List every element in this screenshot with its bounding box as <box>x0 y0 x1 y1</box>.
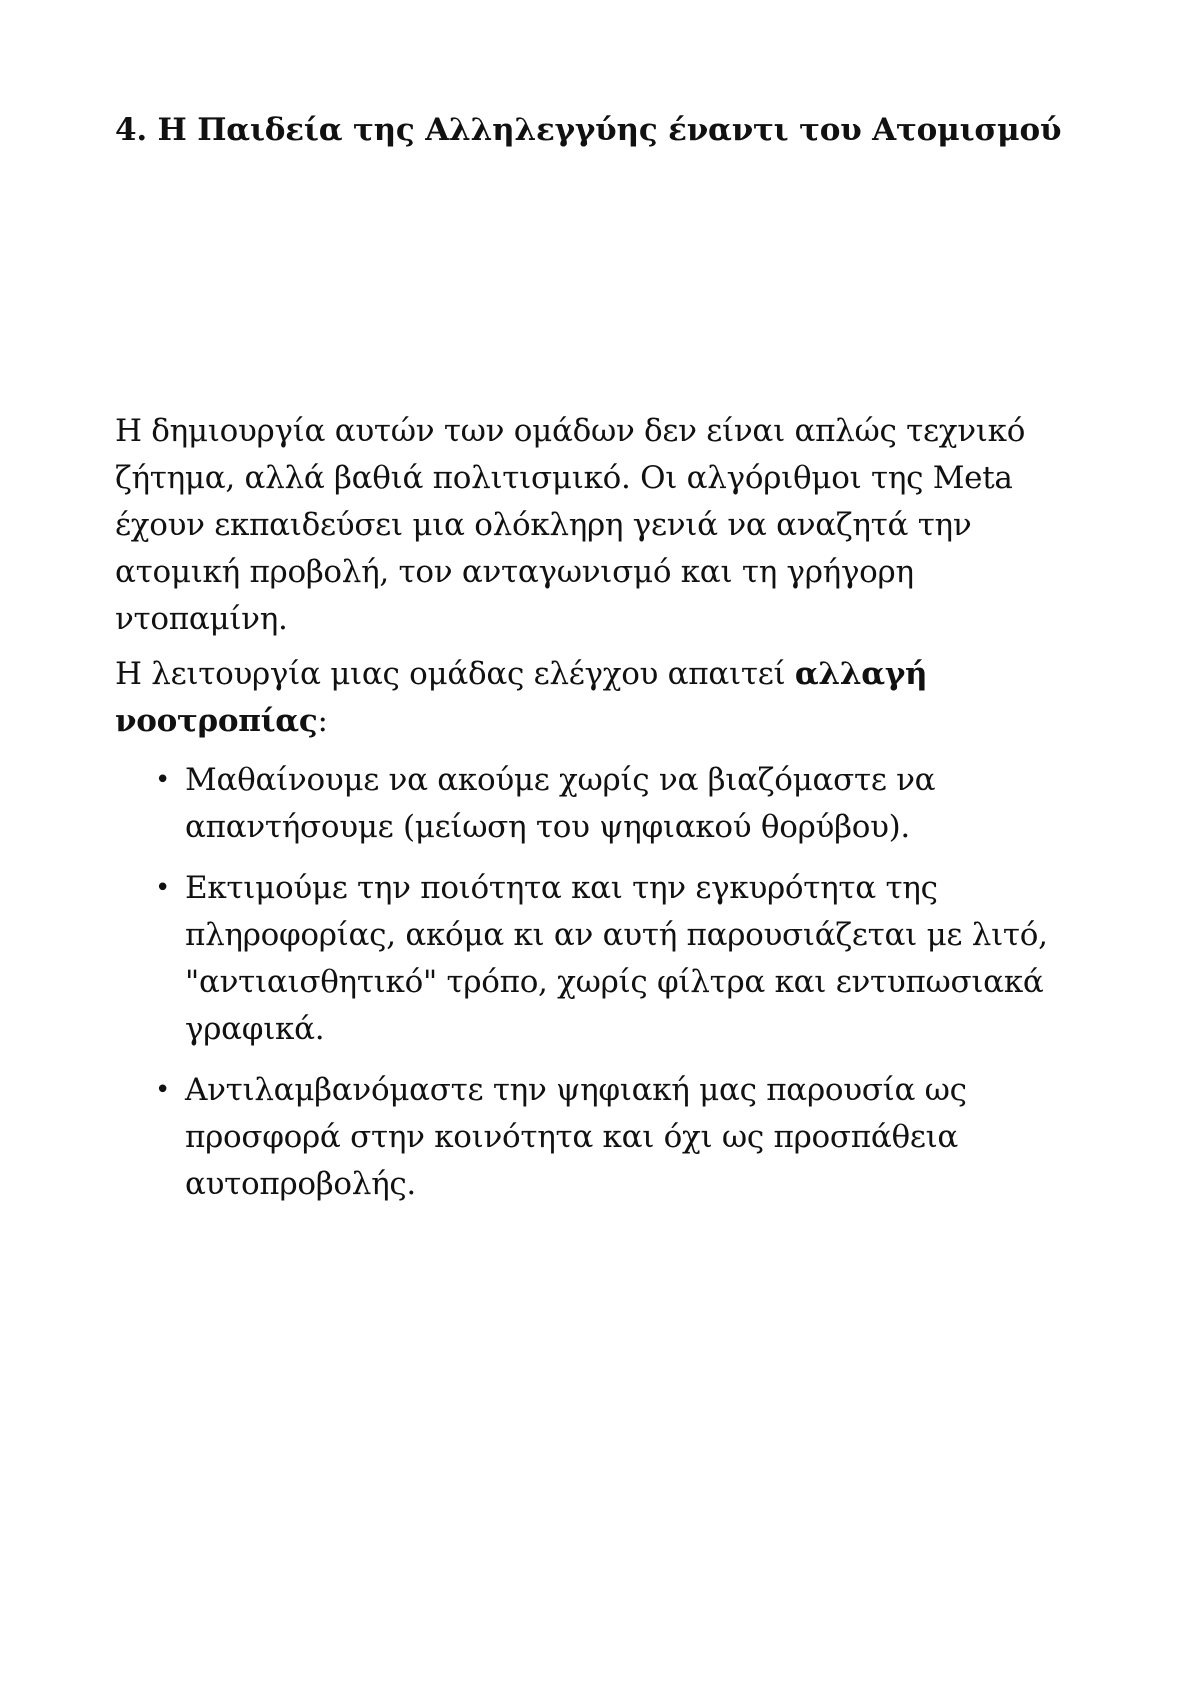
paragraph-mindset-end: : <box>317 703 328 739</box>
paragraph-mindset <box>115 651 1075 745</box>
list-item <box>115 757 1075 851</box>
bullet-list <box>115 757 1075 1208</box>
paragraph-mindset-text: Η λειτουργία μιας ομάδας ελέγχου απαιτεί <box>115 656 795 692</box>
bullet-icon: • <box>155 873 171 903</box>
section-heading: 4. Η Παιδεία της Αλληλεγγύης έναντι του Ατομισμού <box>115 112 1062 148</box>
list-item-text: Εκτιμούμε την ποιότητα και την εγκυρότητα της πληροφορίας, ακόμα κι αν αυτή παρουσιάζεται με λιτό, "αντιαισθητικό" τρόπο, χωρίς φίλτρα και εντυπωσιακά γραφικά. <box>185 870 1048 1047</box>
list-item <box>115 1067 1075 1208</box>
list-item-text: Μαθαίνουμε να ακούμε χωρίς να βιαζόμαστε να απαντήσουμε (μείωση του ψηφιακού θορύβου). <box>185 762 936 845</box>
section-body <box>115 408 1075 1222</box>
list-item-text: Αντιλαμβανόμαστε την ψηφιακή μας παρουσία ως προσφορά στην κοινότητα και όχι ως προσπάθεια αυτοπροβολής. <box>185 1072 967 1202</box>
paragraph-intro: Η δημιουργία αυτών των ομάδων δεν είναι απλώς τεχνικό ζήτημα, αλλά βαθιά πολιτισμικό. Οι αλγόριθμοι της Meta έχουν εκπαιδεύσει μια ολόκληρη γενιά να αναζητά την ατομική προβολή, τον ανταγωνισμό και τη γρήγορη ντοπαμίνη. <box>115 413 1026 637</box>
list-item <box>115 865 1075 1053</box>
paragraph-mindset-emphasis: αλλαγή νοοτροπίας <box>115 656 928 739</box>
bullet-icon: • <box>155 765 171 795</box>
bullet-icon: • <box>155 1075 171 1105</box>
